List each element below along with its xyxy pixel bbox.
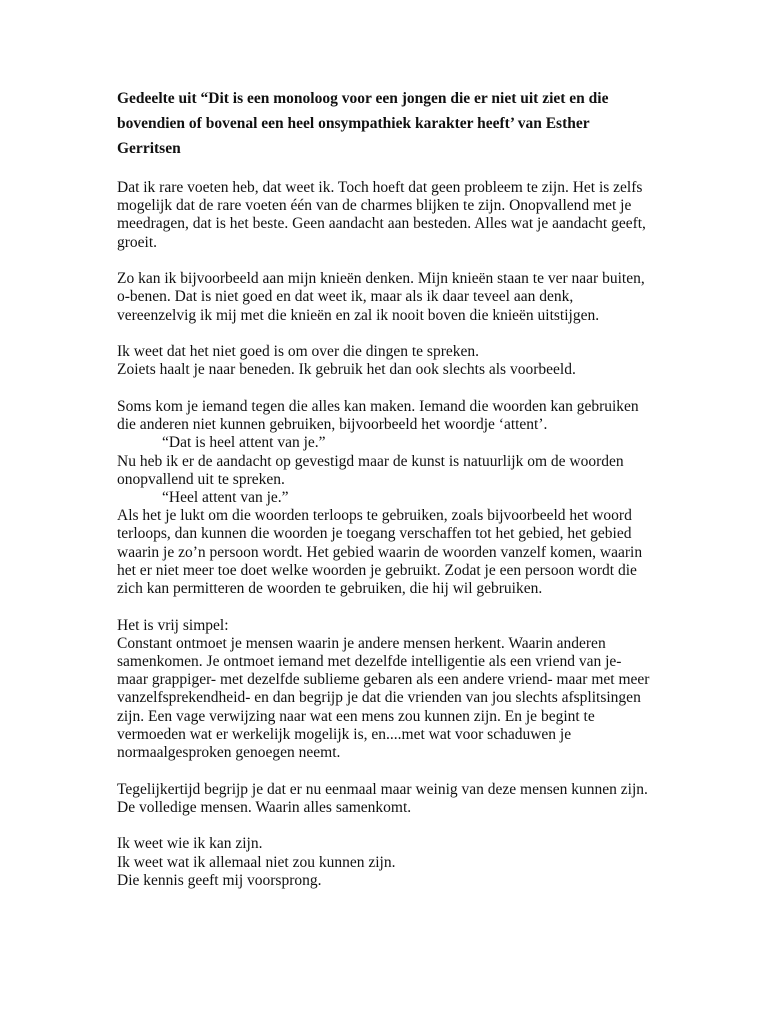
text-line: vereenzelvig ik mij met die knieën en zal ik nooit boven die knieën uitstijgen. bbox=[117, 306, 600, 324]
document-page bbox=[117, 86, 657, 908]
text-line: Zoiets haalt je naar beneden. Ik gebruik het dan ook slechts als voorbeeld. bbox=[117, 361, 576, 379]
paragraph-speaking bbox=[117, 343, 657, 379]
text-line: zich kan permitteren de woorden te gebruiken, die hij wil gebruiken. bbox=[117, 580, 543, 598]
text-line: Dat ik rare voeten heb, dat weet ik. Toch hoeft dat geen probleem te zijn. Het is zelfs bbox=[117, 179, 643, 196]
heading-line: bovendien of bovenal een heel onsympathiek karakter heeft’ van Esther bbox=[117, 115, 590, 132]
text-line: Ik weet wie ik kan zijn. bbox=[117, 835, 263, 853]
text-line: vanzelfsprekendheid- en dan begrijp je dat die vrienden van jou slechts afsplitsingen bbox=[117, 689, 641, 707]
paragraph-knowledge bbox=[117, 835, 657, 890]
heading-line: Gerritsen bbox=[117, 140, 181, 157]
paragraph-simple bbox=[117, 617, 657, 763]
paragraph-feet bbox=[117, 179, 657, 252]
text-line: Die kennis geeft mij voorsprong. bbox=[117, 871, 322, 889]
text-line: waarin je zo’n persoon wordt. Het gebied waarin de woorden vanzelf komen, waarin bbox=[117, 543, 643, 561]
paragraph-knees bbox=[117, 270, 657, 325]
paragraph-complete-people bbox=[117, 781, 657, 817]
quote-line: “Heel attent van je.” bbox=[162, 489, 289, 507]
text-line: Ik weet dat het niet goed is om over die dingen te spreken. bbox=[117, 343, 479, 361]
text-line: Soms kom je iemand tegen die alles kan maken. Iemand die woorden kan gebruiken bbox=[117, 398, 639, 415]
text-line: vermoeden wat er werkelijk mogelijk is, en....met wat voor schaduwen je bbox=[117, 725, 572, 743]
paragraph-words bbox=[117, 398, 657, 598]
text-line: zijn. Een vage verwijzing naar wat een mens zou kunnen zijn. En je begint te bbox=[117, 707, 595, 725]
text-line: Zo kan ik bijvoorbeeld aan mijn knieën denken. Mijn knieën staan te ver naar buiten, bbox=[117, 270, 645, 288]
text-line: Het is vrij simpel: bbox=[117, 616, 229, 634]
text-line: Ik weet wat ik allemaal niet zou kunnen zijn. bbox=[117, 853, 396, 871]
text-line: mogelijk dat de rare voeten één van de charmes blijken te zijn. Onopvallend met je bbox=[117, 197, 632, 215]
text-line: De volledige mensen. Waarin alles samenkomt. bbox=[117, 798, 412, 816]
text-line: maar grappiger- met dezelfde sublieme gebaren als een andere vriend- maar met meer bbox=[117, 671, 650, 689]
text-line: samenkomen. Je ontmoet iemand met dezelfde intelligentie als een vriend van je- bbox=[117, 653, 622, 671]
text-line: o-benen. Dat is niet goed en dat weet ik, maar als ik daar teveel aan denk, bbox=[117, 288, 574, 306]
heading-line: Gedeelte uit “Dit is een monoloog voor een jongen die er niet uit ziet en die bbox=[117, 90, 609, 107]
text-line: meedragen, dat is het beste. Geen aandacht aan besteden. Alles wat je aandacht geeft, bbox=[117, 215, 646, 233]
text-line: Als het je lukt om die woorden terloops te gebruiken, zoals bijvoorbeeld het woord bbox=[117, 507, 632, 525]
text-line: normaalgesproken genoegen neemt. bbox=[117, 744, 341, 762]
text-line: Tegelijkertijd begrijp je dat er nu eenmaal maar weinig van deze mensen kunnen zijn. bbox=[117, 780, 648, 798]
document-heading bbox=[117, 86, 657, 161]
text-line: onopvallend uit te spreken. bbox=[117, 470, 285, 488]
quote-line: “Dat is heel attent van je.” bbox=[162, 434, 326, 452]
text-line: die anderen niet kunnen gebruiken, bijvoorbeeld het woordje ‘attent’. bbox=[117, 416, 548, 434]
text-line: Constant ontmoet je mensen waarin je andere mensen herkent. Waarin anderen bbox=[117, 634, 606, 652]
text-line: groeit. bbox=[117, 233, 158, 251]
text-line: terloops, dan kunnen die woorden je toegang verschaffen tot het gebied, het gebied bbox=[117, 525, 632, 543]
text-line: het er niet meer toe doet welke woorden je gebruikt. Zodat je een persoon wordt die bbox=[117, 561, 637, 579]
text-line: Nu heb ik er de aandacht op gevestigd maar de kunst is natuurlijk om de woorden bbox=[117, 452, 624, 470]
